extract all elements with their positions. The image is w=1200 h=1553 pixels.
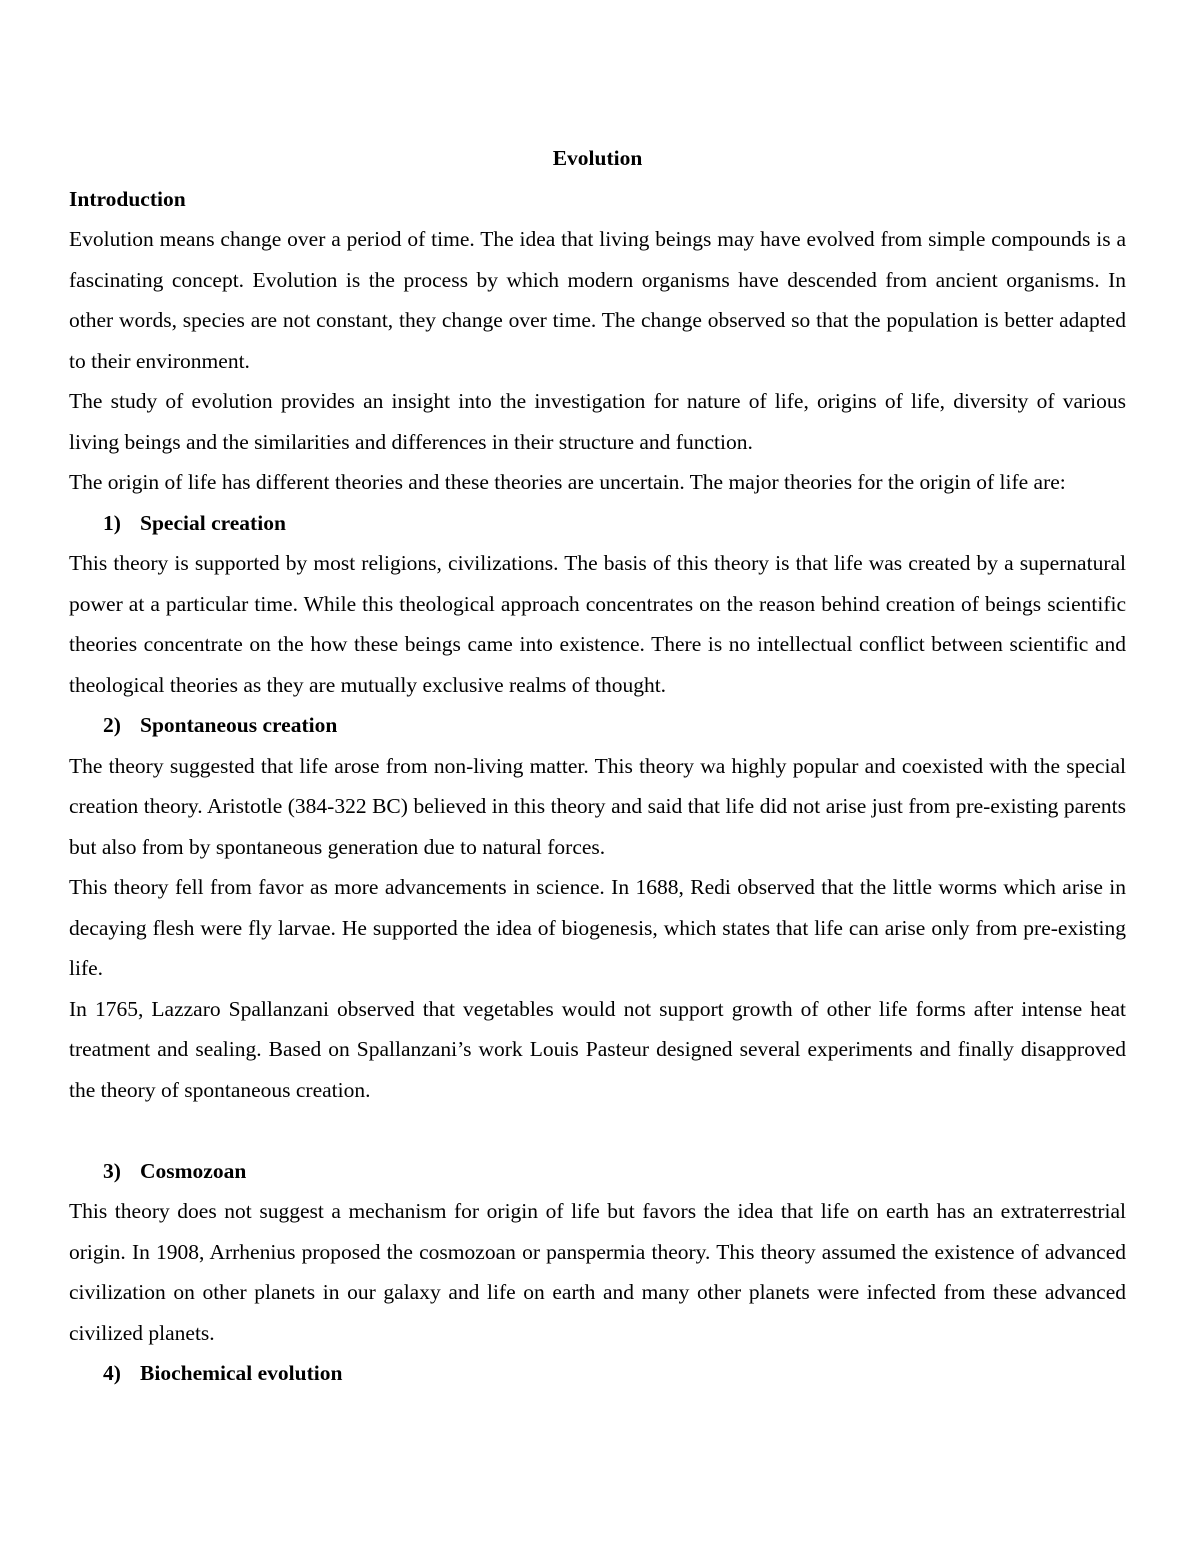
cosmozoan-paragraph-1: This theory does not suggest a mechanism for origin of life but favors the idea that life on earth has an extraterrestrial origin. In 1908, Arrhenius proposed the cosmozoan or panspermia theory. This theory assumed the existence of advanced civilization on other planets in our galaxy and life on earth and many other planets were infected from these advanced civilized planets. <box>69 1199 1126 1345</box>
section-number: 1) <box>103 510 121 535</box>
section-heading-spontaneous-creation <box>69 705 1126 746</box>
section-number: 4) <box>103 1361 121 1385</box>
blank-line <box>69 1110 1126 1151</box>
document-page <box>69 138 1126 1394</box>
section-title: Spontaneous creation <box>140 713 338 737</box>
section-number: 2) <box>103 713 121 737</box>
section-heading-cosmozoan <box>69 1151 1126 1192</box>
spontaneous-creation-paragraph-3: In 1765, Lazzaro Spallanzani observed that vegetables would not support growth of other life forms after intense heat treatment and sealing. Based on Spallanzani’s work Louis Pasteur designed several experiments and finally disapproved the theory of spontaneous creation. <box>69 996 1126 1102</box>
section-title: Special creation <box>140 510 286 535</box>
spontaneous-creation-paragraph-1: The theory suggested that life arose from non-living matter. This theory wa highly popular and coexisted with the special creation theory. Aristotle (384-322 BC) believed in this theory and said that life did not arise just from pre-existing parents but also from by spontaneous generation due to natural forces. <box>69 753 1126 859</box>
introduction-heading: Introduction <box>69 186 186 211</box>
intro-paragraph-3: The origin of life has different theories and these theories are uncertain. The major theories for the origin of life are: <box>69 470 1066 494</box>
section-heading-special-creation <box>69 503 1126 544</box>
section-heading-biochemical-evolution <box>69 1353 1126 1394</box>
section-title: Biochemical evolution <box>140 1361 343 1385</box>
document-title: Evolution <box>552 146 643 170</box>
intro-paragraph-1: Evolution means change over a period of time. The idea that living beings may have evolved from simple compounds is a fascinating concept. Evolution is the process by which modern organisms have descended from ancient organisms. In other words, species are not constant, they change over time. The change observed so that the population is better adapted to their environment. <box>69 227 1126 373</box>
section-number: 3) <box>103 1158 121 1183</box>
section-title: Cosmozoan <box>140 1158 247 1183</box>
intro-paragraph-2: The study of evolution provides an insight into the investigation for nature of life, origins of life, diversity of various living beings and the similarities and differences in their structure and function. <box>69 389 1126 454</box>
spontaneous-creation-paragraph-2: This theory fell from favor as more advancements in science. In 1688, Redi observed that the little worms which arise in decaying flesh were fly larvae. He supported the idea of biogenesis, which states that life can arise only from pre-existing life. <box>69 875 1126 980</box>
special-creation-paragraph-1: This theory is supported by most religions, civilizations. The basis of this theory is that life was created by a supernatural power at a particular time. While this theological approach concentrates on the reason behind creation of beings scientific theories concentrate on the how these beings came into existence. There is no intellectual conflict between scientific and theological theories as they are mutually exclusive realms of thought. <box>69 551 1126 697</box>
